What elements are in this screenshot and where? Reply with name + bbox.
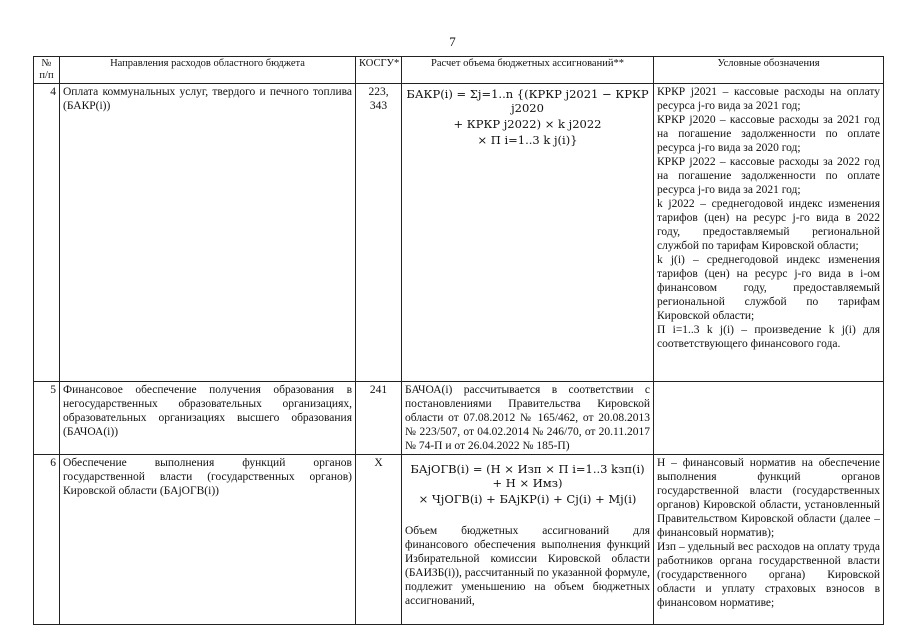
formula-line: БАjОГВ(i) = (Н × Изп × Π i=1..3 kзп(i) + Н × Имз)	[410, 462, 645, 490]
row-number: 6	[34, 455, 60, 625]
row-notes	[654, 382, 884, 455]
header-kosgu: КОСГУ*	[356, 57, 402, 84]
row-kosgu: 241	[356, 382, 402, 455]
row-number: 5	[34, 382, 60, 455]
note-item: k j2022 – среднегодовой индекс изменения тарифов (цен) на ресурс j-го вида в 2022 году, предоставляемый региональной службой по тарифам Кировской области;	[657, 198, 880, 252]
row-notes	[654, 84, 884, 382]
header-num: № п/п	[34, 57, 60, 84]
row-notes	[654, 455, 884, 625]
row-calc-text: БАЧОА(i) рассчитывается в соответствии с постановлениями Правительства Кировской области от 07.08.2012 № 165/462, от 20.08.2013 № 223/507, от 04.02.2014 № 246/70, от 20.11.2017 № 74-П и от 26.04.2022 № 185-П)	[402, 382, 654, 455]
header-notes: Условные обозначения	[654, 57, 884, 84]
table-header-row	[34, 57, 884, 84]
row-number: 4	[34, 84, 60, 382]
row-kosgu: 223, 343	[356, 84, 402, 382]
formula-line: БАКР(i) = Σj=1..n {(КРКР j2021 − КРКР j2020	[406, 87, 649, 115]
note-item: k j(i) – среднегодовой индекс изменения тарифов (цен) на ресурс j-го вида в i-ом финансовом году, предоставляемый региональной службой по тарифам Кировской области;	[657, 254, 880, 322]
budget-table	[33, 56, 884, 625]
row-direction: Обеспечение выполнения функций органов государственной власти (государственных органов) Кировской области (БАjОГВ(i))	[60, 455, 356, 625]
formula-line: × Π i=1..3 k j(i)}	[477, 133, 578, 147]
formula-line: × ЧjОГВ(i) + БАjКР(i) + Сj(i) + Мj(i)	[418, 492, 637, 506]
header-direction: Направления расходов областного бюджета	[60, 57, 356, 84]
note-item: Изп – удельный вес расходов на оплату труда работников органа государственной власти (государственного органа) Кировской области и уплату страховых взносов в финансовом нормативе;	[657, 541, 880, 609]
table-row	[34, 455, 884, 625]
row-formula	[402, 84, 654, 382]
table-row	[34, 84, 884, 382]
header-calc: Расчет объема бюджетных ассигнований**	[402, 57, 654, 84]
row-direction: Оплата коммунальных услуг, твердого и печного топлива (БАКР(i))	[60, 84, 356, 382]
note-item: КРКР j2020 – кассовые расходы за 2021 год на погашение задолженности по оплате ресурса j-го вида за 2020 год;	[657, 114, 880, 154]
note-item: КРКР j2021 – кассовые расходы на оплату ресурса j-го вида за 2021 год;	[657, 86, 880, 112]
note-item: Π i=1..3 k j(i) – произведение k j(i) для соответствующего финансового года.	[657, 324, 880, 350]
formula-line: + КРКР j2022) × k j2022	[453, 117, 602, 131]
row-calc-text: Объем бюджетных ассигнований для финансового обеспечения выполнения функций Избирательной комиссии Кировской области (БАИЗБ(i)), рассчитанный по указанной формуле, подлежит уменьшению на объем бюджетных ассигнований,	[405, 525, 650, 607]
note-item: КРКР j2022 – кассовые расходы за 2022 год на погашение задолженности по оплате ресурса j-го вида за 2021 год;	[657, 156, 880, 196]
page-number: 7	[449, 34, 456, 49]
row-formula	[402, 455, 654, 625]
table-row	[34, 382, 884, 455]
note-item: Н – финансовый норматив на обеспечение выполнения функций органов государственной власти (государственных органов) Кировской области, установленный Правительством Кировской области (далее – финансовый норматив);	[657, 457, 880, 539]
row-direction: Финансовое обеспечение получения образования в негосударственных образовательных организациях, образовательных организациях высшего образования (БАЧОА(i))	[60, 382, 356, 455]
row-kosgu: X	[356, 455, 402, 625]
